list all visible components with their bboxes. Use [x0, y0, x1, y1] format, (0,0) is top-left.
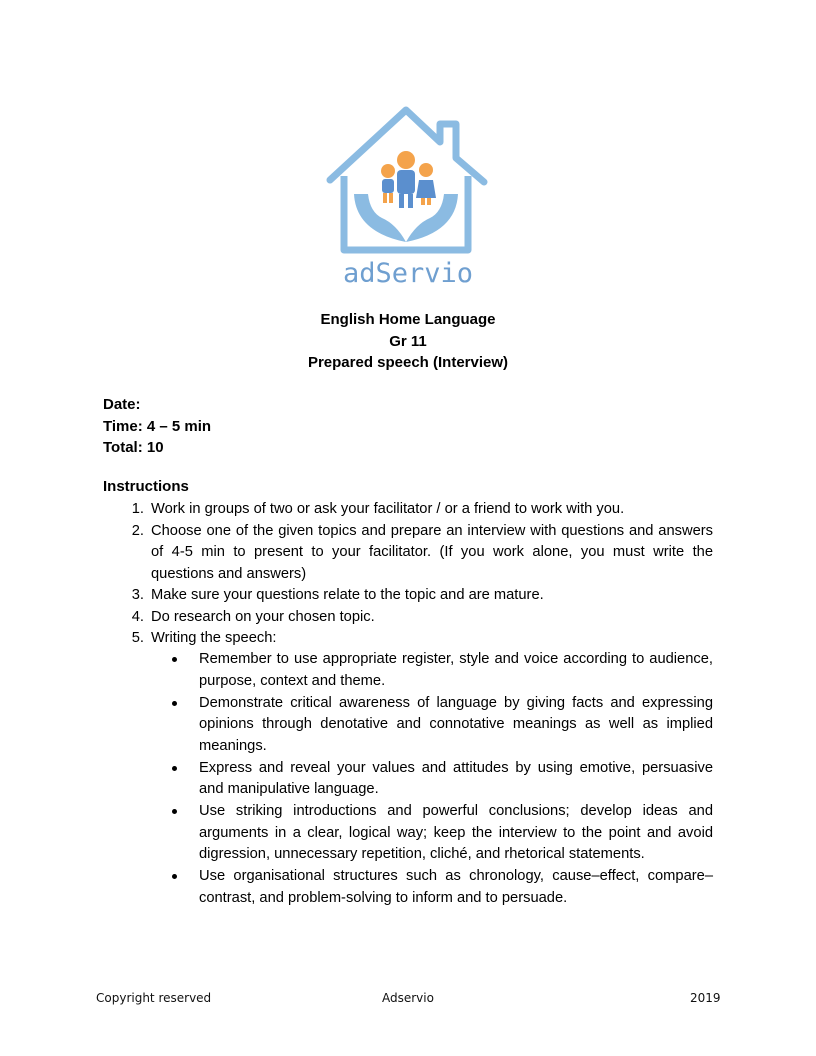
bullet-item — [199, 801, 713, 866]
bullet-item — [199, 758, 713, 801]
time-label: Time: 4 – 5 min — [103, 417, 212, 435]
list-item-text: Work in groups of two or ask your facilitator / or a friend to work with you. — [151, 501, 625, 517]
list-item-text: Make sure your questions relate to the topic and are mature. — [151, 587, 544, 603]
bullet-item-text: Remember to use appropriate register, style and voice according to audience, purpose, context and theme. — [199, 651, 713, 689]
date-label: Date: — [103, 396, 141, 413]
list-item — [131, 628, 713, 650]
bullet-icon — [172, 657, 177, 662]
bullet-icon — [172, 701, 177, 706]
instructions-list — [131, 499, 713, 650]
list-number: 5. — [131, 630, 144, 646]
list-item — [131, 585, 713, 607]
list-number: 1. — [131, 501, 144, 517]
list-item-text: Choose one of the given topics and prepare an interview with questions and answers of 4-5 min to present to your facilitator. (If you work alone, you must write the questions and answers) — [151, 522, 713, 582]
bullet-icon — [172, 809, 177, 814]
writing-guidelines-list — [199, 649, 713, 910]
list-item — [131, 521, 713, 586]
grade-heading: Gr 11 — [389, 332, 427, 350]
bullet-item — [199, 649, 713, 692]
subject-heading: English Home Language — [320, 311, 496, 328]
footer-copyright: Copyright reserved — [96, 991, 212, 1005]
task-details — [103, 394, 211, 459]
bullet-item — [199, 866, 713, 909]
bullet-item — [199, 693, 713, 758]
list-item — [131, 499, 713, 521]
footer-year: 2019 — [690, 991, 721, 1005]
list-number: 3. — [131, 587, 144, 603]
bullet-item-text: Use organisational structures such as chronology, cause–effect, compare–contrast, and problem-solving to inform and to persuade. — [199, 868, 713, 906]
bullet-icon — [172, 874, 177, 879]
list-item — [131, 607, 713, 629]
list-number: 4. — [131, 608, 144, 625]
house-family-hands-icon — [322, 102, 494, 262]
list-item-text: Do research on your chosen topic. — [151, 608, 375, 625]
total-label: Total: 10 — [103, 439, 164, 456]
task-heading: Prepared speech (Interview) — [307, 354, 509, 371]
bullet-item-text: Demonstrate critical awareness of language by giving facts and expressing opinions through denotative and connotative meanings as well as implied meanings. — [199, 694, 713, 754]
adservio-logo — [322, 102, 494, 294]
instructions-heading: Instructions — [103, 478, 189, 495]
bullet-item-text: Express and reveal your values and attitudes by using emotive, persuasive and manipulative language. — [199, 759, 713, 797]
footer-brand: Adservio — [382, 991, 434, 1005]
list-number: 2. — [131, 522, 144, 539]
list-item-text: Writing the speech: — [151, 630, 277, 646]
document-title — [0, 309, 816, 374]
logo-wordmark: adServio — [342, 258, 474, 289]
bullet-item-text: Use striking introductions and powerful conclusions; develop ideas and arguments in a clear, logical way; keep the interview to the point and avoid digression, unnecessary repetition, cliché, and rhetorical statements. — [199, 803, 713, 862]
bullet-icon — [172, 766, 177, 771]
